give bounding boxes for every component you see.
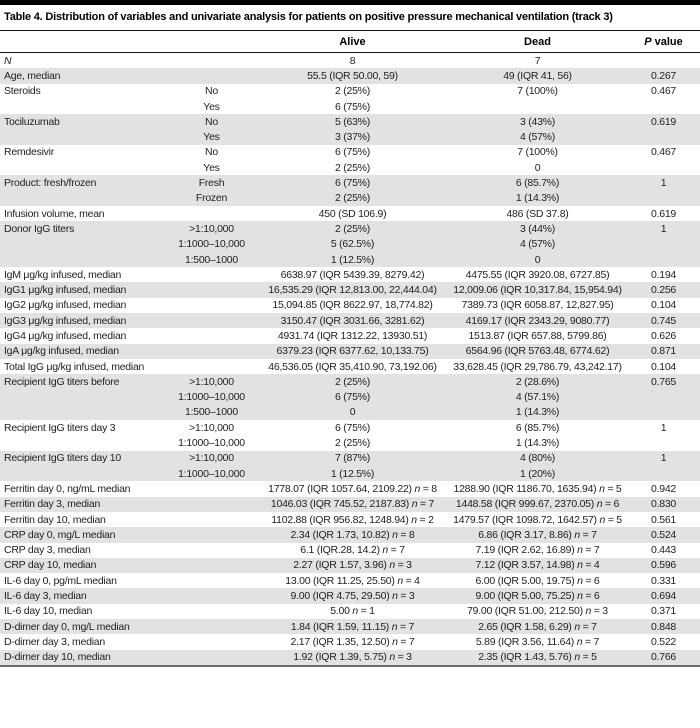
- subcategory-cell: >1:10,000: [189, 421, 234, 434]
- p-value-cell: 1: [660, 177, 667, 190]
- table-row: [0, 114, 700, 129]
- table-row-group: [0, 328, 700, 343]
- variable-label: Steroids: [4, 85, 41, 98]
- table-row: [0, 390, 700, 405]
- dead-value-cell: 3 (43%): [519, 115, 555, 128]
- dead-value-cell: 4 (57%): [519, 131, 555, 144]
- dead-value-cell: 1479.57 (IQR 1098.72, 1642.57) n = 5: [453, 513, 622, 526]
- table-row-group: [0, 604, 700, 619]
- table-row: [0, 451, 700, 466]
- p-value-cell: 0.830: [650, 498, 677, 511]
- table-row: [0, 237, 700, 252]
- p-value-cell: 0.766: [650, 651, 677, 664]
- table-row-group: [0, 374, 700, 420]
- alive-value-cell: 3150.47 (IQR 3031.66, 3281.62): [280, 314, 425, 327]
- variable-label: Ferritin day 3, median: [4, 498, 101, 511]
- alive-value-cell: 13.00 (IQR 11.25, 25.50) n = 4: [285, 574, 420, 587]
- variable-label: D-dimer day 0, mg/L median: [4, 620, 130, 633]
- dead-value-cell: 1 (14.3%): [515, 192, 560, 205]
- alive-value-cell: 1 (12.5%): [330, 467, 375, 480]
- p-value-cell: 0.443: [650, 544, 677, 557]
- alive-value-cell: 8: [349, 54, 356, 67]
- p-value-cell: 0.694: [650, 590, 677, 603]
- alive-value-cell: 1046.03 (IQR 745.52, 2187.83) n = 7: [270, 498, 435, 511]
- alive-value-cell: 5 (62.5%): [330, 238, 375, 251]
- subcategory-cell: No: [205, 85, 218, 98]
- alive-value-cell: 6.1 (IQR.28, 14.2) n = 7: [300, 544, 405, 557]
- alive-value-cell: 2 (25%): [334, 161, 370, 174]
- subcategory-cell: >1:10,000: [189, 452, 234, 465]
- table-row: [0, 68, 700, 83]
- variable-label: IgG4 μg/kg infused, median: [4, 329, 127, 342]
- variable-label: Recipient IgG titers day 3: [4, 421, 116, 434]
- table-row: [0, 99, 700, 114]
- table-row: [0, 267, 700, 282]
- dead-value-cell: 6 (85.7%): [515, 421, 560, 434]
- table-row: [0, 160, 700, 175]
- table-row-group: [0, 298, 700, 313]
- alive-value-cell: 46,536.05 (IQR 35,410.90, 73,192.06): [268, 360, 437, 373]
- variable-label: CRP day 0, mg/L median: [4, 528, 116, 541]
- table-row-group: [0, 558, 700, 573]
- p-value-cell: 0.194: [650, 268, 677, 281]
- table-row-group: [0, 68, 700, 83]
- table-row: [0, 634, 700, 649]
- alive-value-cell: 1 (12.5%): [330, 253, 375, 266]
- p-value-label-rest: value: [651, 35, 683, 48]
- alive-value-cell: 6 (75%): [334, 421, 370, 434]
- table-row-group: [0, 114, 700, 145]
- table-row: [0, 435, 700, 450]
- dead-value-cell: 1448.58 (IQR 999.67, 2370.05) n = 6: [455, 498, 620, 511]
- alive-value-cell: 2 (25%): [334, 85, 370, 98]
- alive-value-cell: 6 (75%): [334, 391, 370, 404]
- header-alive: Alive: [339, 35, 366, 48]
- table-row-group: [0, 282, 700, 297]
- variable-label: IL-6 day 3, median: [4, 590, 87, 603]
- table-row-group: [0, 527, 700, 542]
- p-value-cell: 0.331: [650, 574, 677, 587]
- variable-label: CRP day 10, median: [4, 559, 97, 572]
- alive-value-cell: 4931.74 (IQR 1312.22, 13930.51): [277, 329, 428, 342]
- table-row: [0, 466, 700, 481]
- table-row-group: [0, 512, 700, 527]
- subcategory-cell: 1:1000–10,000: [178, 238, 245, 251]
- table-row: [0, 420, 700, 435]
- table-row: [0, 282, 700, 297]
- table-row: [0, 145, 700, 160]
- variable-label: N: [4, 54, 12, 67]
- dead-value-cell: 79.00 (IQR 51.00, 212.50) n = 3: [467, 605, 608, 618]
- table-row: [0, 512, 700, 527]
- table-row-group: [0, 420, 700, 451]
- dead-value-cell: 1 (20%): [519, 467, 555, 480]
- dead-value-cell: 486 (SD 37.8): [506, 207, 569, 220]
- table-row: [0, 604, 700, 619]
- alive-value-cell: 2.17 (IQR 1.35, 12.50) n = 7: [290, 635, 415, 648]
- variable-label: Total IgG μg/kg infused, median: [4, 360, 145, 373]
- variable-label: Ferritin day 0, ng/mL median: [4, 482, 131, 495]
- subcategory-cell: 1:1000–10,000: [178, 467, 245, 480]
- variable-label: Ferritin day 10, median: [4, 513, 106, 526]
- dead-value-cell: 4 (80%): [519, 452, 555, 465]
- p-value-cell: 0.871: [650, 345, 677, 358]
- table-row: [0, 573, 700, 588]
- table-row-group: [0, 634, 700, 649]
- dead-value-cell: 5.89 (IQR 3.56, 11.64) n = 7: [475, 635, 600, 648]
- subcategory-cell: 1:1000–10,000: [178, 391, 245, 404]
- variable-label: Age, median: [4, 69, 61, 82]
- variable-label: IgG3 μg/kg infused, median: [4, 314, 127, 327]
- alive-value-cell: 2 (25%): [334, 375, 370, 388]
- table-row: [0, 84, 700, 99]
- dead-value-cell: 4 (57%): [519, 238, 555, 251]
- dead-value-cell: 7.12 (IQR 3.57, 14.98) n = 4: [475, 559, 600, 572]
- dead-value-cell: 9.00 (IQR 5.00, 75.25) n = 6: [475, 590, 600, 603]
- table-row-group: [0, 497, 700, 512]
- alive-value-cell: 7 (87%): [334, 452, 370, 465]
- dead-value-cell: 1288.90 (IQR 1186.70, 1635.94) n = 5: [453, 482, 622, 495]
- dead-value-cell: 4169.17 (IQR 2343.29, 9080.77): [465, 314, 610, 327]
- table-title: Table 4. Distribution of variables and univariate analysis for patients on positive pressure mechanical ventilation (track 3): [0, 5, 700, 31]
- subcategory-cell: >1:10,000: [189, 222, 234, 235]
- table-row-group: [0, 588, 700, 603]
- table-header-row: [0, 31, 700, 53]
- table-row: [0, 298, 700, 313]
- subcategory-cell: Yes: [203, 161, 220, 174]
- header-dead: Dead: [524, 35, 551, 48]
- p-value-cell: 0.467: [650, 146, 677, 159]
- table-row-group: [0, 344, 700, 359]
- variable-label: Infusion volume, mean: [4, 207, 105, 220]
- p-value-cell: 1: [660, 421, 667, 434]
- table-row: [0, 558, 700, 573]
- table-row: [0, 129, 700, 144]
- subcategory-cell: No: [205, 146, 218, 159]
- alive-value-cell: 1.84 (IQR 1.59, 11.15) n = 7: [290, 620, 415, 633]
- dead-value-cell: 0: [534, 253, 541, 266]
- table-row-group: [0, 145, 700, 176]
- dead-value-cell: 2 (28.6%): [515, 375, 560, 388]
- alive-value-cell: 6638.97 (IQR 5439.39, 8279.42): [280, 268, 425, 281]
- dead-value-cell: 6.00 (IQR 5.00, 19.75) n = 6: [475, 574, 600, 587]
- alive-value-cell: 0: [349, 406, 356, 419]
- variable-label: Product: fresh/frozen: [4, 177, 97, 190]
- subcategory-cell: 1:500–1000: [185, 406, 238, 419]
- variable-label: IgG1 μg/kg infused, median: [4, 284, 127, 297]
- dead-value-cell: 49 (IQR 41, 56): [503, 69, 572, 82]
- table-row: [0, 374, 700, 389]
- table-row: [0, 344, 700, 359]
- dead-value-cell: 12,009.06 (IQR 10,317.84, 15,954.94): [453, 284, 622, 297]
- variable-label: IgG2 μg/kg infused, median: [4, 299, 127, 312]
- table-row-group: [0, 267, 700, 282]
- table-row: [0, 650, 700, 665]
- variable-label: D-dimer day 3, median: [4, 635, 105, 648]
- variable-label: D-dimer day 10, median: [4, 651, 111, 664]
- alive-value-cell: 16,535.29 (IQR 12,813.00, 22,444.04): [268, 284, 437, 297]
- table-row: [0, 527, 700, 542]
- p-value-cell: 0.942: [650, 482, 677, 495]
- p-value-cell: 0.745: [650, 314, 677, 327]
- subcategory-cell: Yes: [203, 100, 220, 113]
- dead-value-cell: 2.35 (IQR 1.43, 5.76) n = 5: [478, 651, 597, 664]
- alive-value-cell: 5.00 n = 1: [330, 605, 375, 618]
- alive-value-cell: 6 (75%): [334, 177, 370, 190]
- p-value-cell: 1: [660, 222, 667, 235]
- table-row: [0, 481, 700, 496]
- variable-label: IL-6 day 0, pg/mL median: [4, 574, 117, 587]
- subcategory-cell: >1:10,000: [189, 375, 234, 388]
- p-value-cell: 0.765: [650, 375, 677, 388]
- table-row: [0, 191, 700, 206]
- alive-value-cell: 3 (37%): [334, 131, 370, 144]
- alive-value-cell: 2 (25%): [334, 222, 370, 235]
- p-value-cell: 0.267: [650, 69, 677, 82]
- subcategory-cell: No: [205, 115, 218, 128]
- dead-value-cell: 4 (57.1%): [515, 391, 560, 404]
- dead-value-cell: 4475.55 (IQR 3920.08, 6727.85): [465, 268, 610, 281]
- p-value-cell: 0.524: [650, 528, 677, 541]
- dead-value-cell: 7389.73 (IQR 6058.87, 12,827.95): [461, 299, 614, 312]
- dead-value-cell: 3 (44%): [519, 222, 555, 235]
- p-value-cell: 0.104: [650, 360, 677, 373]
- alive-value-cell: 6379.23 (IQR 6377.62, 10,133.75): [276, 345, 429, 358]
- variable-label: Remdesivir: [4, 146, 55, 159]
- p-value-cell: 0.256: [650, 284, 677, 297]
- table-row: [0, 543, 700, 558]
- table-row-group: [0, 359, 700, 374]
- p-value-cell: 0.522: [650, 635, 677, 648]
- table-body: [0, 53, 700, 667]
- alive-value-cell: 5 (63%): [334, 115, 370, 128]
- alive-value-cell: 6 (75%): [334, 100, 370, 113]
- table-row-group: [0, 619, 700, 634]
- variable-label: IgA μg/kg infused, median: [4, 345, 119, 358]
- variable-label: IgM μg/kg infused, median: [4, 268, 122, 281]
- variable-label: CRP day 3, median: [4, 544, 91, 557]
- p-value-label-italic: P: [644, 35, 652, 48]
- table-row-group: [0, 543, 700, 558]
- dead-value-cell: 1 (14.3%): [515, 437, 560, 450]
- table-row-group: [0, 53, 700, 68]
- dead-value-cell: 1 (14.3%): [515, 406, 560, 419]
- dead-value-cell: 0: [534, 161, 541, 174]
- alive-value-cell: 2.27 (IQR 1.57, 3.96) n = 3: [293, 559, 412, 572]
- table-row: [0, 206, 700, 221]
- p-value-cell: 0.619: [650, 207, 677, 220]
- p-value-cell: 0.561: [650, 513, 677, 526]
- table-row: [0, 497, 700, 512]
- table-row-group: [0, 175, 700, 206]
- p-value-cell: 0.371: [650, 605, 677, 618]
- table-row-group: [0, 221, 700, 267]
- table-row-group: [0, 650, 700, 665]
- table-row-group: [0, 313, 700, 328]
- table-row-group: [0, 451, 700, 482]
- dead-value-cell: 33,628.45 (IQR 29,786.79, 43,242.17): [453, 360, 622, 373]
- subcategory-cell: Fresh: [198, 177, 225, 190]
- alive-value-cell: 55.5 (IQR 50.00, 59): [307, 69, 398, 82]
- alive-value-cell: 2.34 (IQR 1.73, 10.82) n = 8: [290, 528, 415, 541]
- alive-value-cell: 9.00 (IQR 4.75, 29.50) n = 3: [290, 590, 415, 603]
- dead-value-cell: 7.19 (IQR 2.62, 16.89) n = 7: [475, 544, 600, 557]
- subcategory-cell: Yes: [203, 131, 220, 144]
- table-row: [0, 588, 700, 603]
- dead-value-cell: 7 (100%): [517, 146, 558, 159]
- alive-value-cell: 2 (25%): [334, 192, 370, 205]
- table-row: [0, 175, 700, 190]
- table-row-group: [0, 206, 700, 221]
- subcategory-cell: 1:500–1000: [185, 253, 238, 266]
- table-row: [0, 619, 700, 634]
- dead-value-cell: 7: [534, 54, 541, 67]
- alive-value-cell: 1102.88 (IQR 956.82, 1248.94) n = 2: [271, 513, 434, 526]
- table-row: [0, 359, 700, 374]
- p-value-cell: 0.848: [650, 620, 677, 633]
- table-row: [0, 53, 700, 68]
- p-value-cell: 1: [660, 452, 667, 465]
- alive-value-cell: 6 (75%): [334, 146, 370, 159]
- table-row-group: [0, 84, 700, 115]
- variable-label: Donor IgG titers: [4, 222, 75, 235]
- variable-label: Recipient IgG titers before: [4, 375, 120, 388]
- table-row: [0, 405, 700, 420]
- table-row: [0, 313, 700, 328]
- table-row: [0, 328, 700, 343]
- p-value-cell: 0.619: [650, 115, 677, 128]
- alive-value-cell: 1.92 (IQR 1.39, 5.75) n = 3: [293, 651, 412, 664]
- p-value-cell: 0.596: [650, 559, 677, 572]
- dead-value-cell: 1513.87 (IQR 657.88, 5799.86): [468, 329, 607, 342]
- alive-value-cell: 2 (25%): [334, 437, 370, 450]
- alive-value-cell: 1778.07 (IQR 1057.64, 2109.22) n = 8: [268, 482, 437, 495]
- variable-label: Tociluzumab: [4, 115, 60, 128]
- subcategory-cell: Frozen: [195, 192, 228, 205]
- table-row: [0, 252, 700, 267]
- dead-value-cell: 7 (100%): [517, 85, 558, 98]
- alive-value-cell: 450 (SD 106.9): [318, 207, 387, 220]
- table-row-group: [0, 573, 700, 588]
- dead-value-cell: 6 (85.7%): [515, 177, 560, 190]
- alive-value-cell: 15,094.85 (IQR 8622.97, 18,774.82): [272, 299, 433, 312]
- p-value-cell: 0.104: [650, 299, 677, 312]
- p-value-cell: 0.626: [650, 329, 677, 342]
- subcategory-cell: 1:1000–10,000: [178, 437, 245, 450]
- p-value-cell: 0.467: [650, 85, 677, 98]
- variable-label: Recipient IgG titers day 10: [4, 452, 121, 465]
- variable-label: IL-6 day 10, median: [4, 605, 93, 618]
- dead-value-cell: 6564.96 (IQR 5763.48, 6774.62): [465, 345, 610, 358]
- table-row-group: [0, 481, 700, 496]
- header-p-value: [635, 36, 700, 48]
- dead-value-cell: 2.65 (IQR 1.58, 6.29) n = 7: [478, 620, 597, 633]
- dead-value-cell: 6.86 (IQR 3.17, 8.86) n = 7: [478, 528, 597, 541]
- table-row: [0, 221, 700, 236]
